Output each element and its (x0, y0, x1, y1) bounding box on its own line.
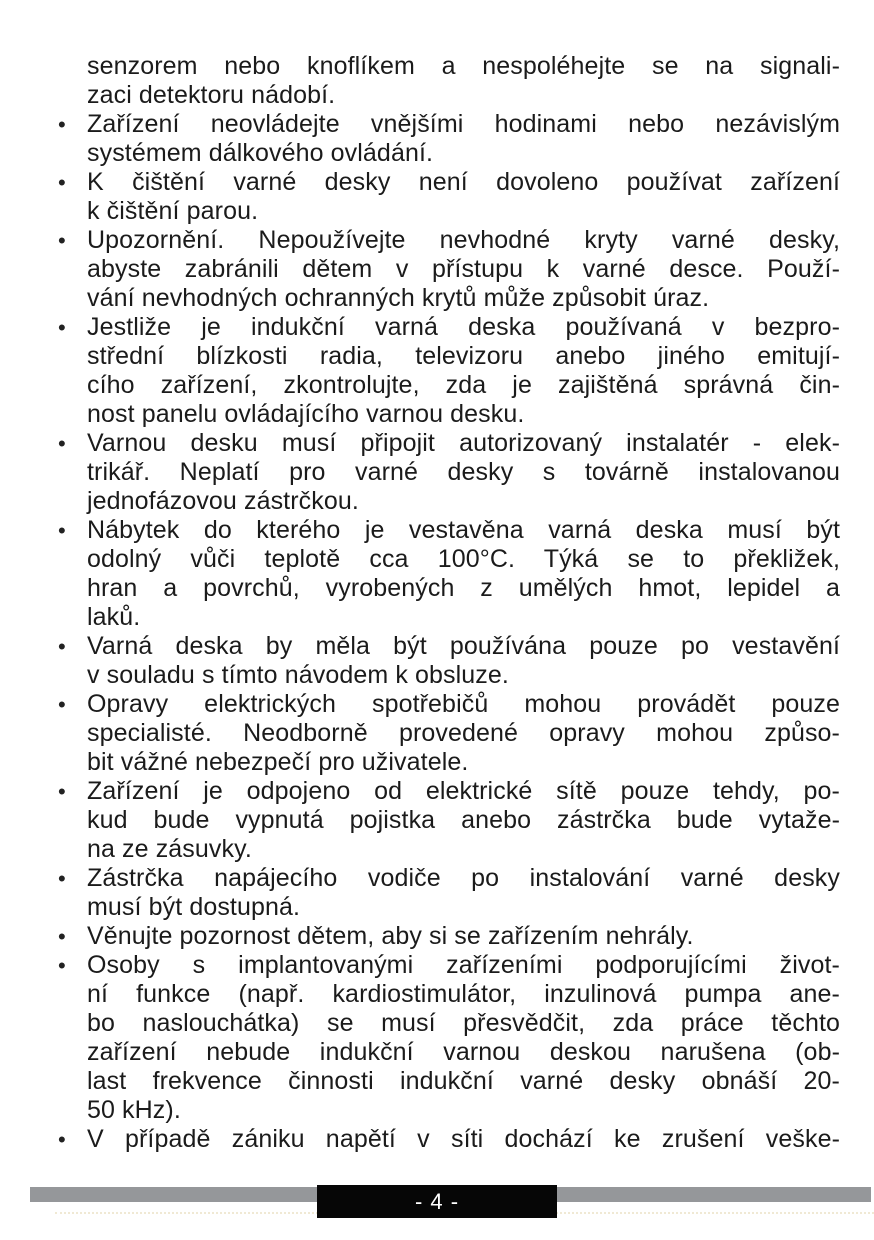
paragraph-lines (87, 690, 840, 777)
paragraph-lines (87, 864, 840, 922)
text-line: k čištění parou. (87, 197, 259, 225)
list-item (58, 951, 840, 1125)
text-line: Varnou desku musí připojit autorizovaný instalatér - elek- (87, 429, 840, 457)
paragraph-lines (87, 313, 840, 429)
text-line: Zařízení je odpojeno od elektrické sítě pouze tehdy, po- (87, 777, 840, 805)
paragraph-lines (87, 922, 840, 951)
bullet-icon: • (58, 1127, 66, 1152)
bullet-icon: • (58, 692, 66, 717)
text-line: last frekvence činnosti indukční varné desky obnáší 20- (87, 1067, 840, 1095)
text-line: V případě zániku napětí v síti dochází ke zrušení veške- (87, 1125, 840, 1153)
list-item (58, 690, 840, 777)
list-item (58, 226, 840, 313)
text-line: na ze zásuvky. (87, 835, 252, 863)
safety-instructions-list (58, 52, 840, 1154)
paragraph-lines (87, 777, 840, 864)
paragraph-lines (87, 632, 840, 690)
paragraph-lines (87, 168, 840, 226)
bullet-icon: • (58, 953, 66, 978)
text-line: laků. (87, 603, 141, 631)
bullet-icon: • (58, 228, 66, 253)
text-line: K čištění varné desky není dovoleno používat zařízení (87, 168, 840, 196)
text-line: Opravy elektrických spotřebičů mohou provádět pouze (87, 690, 840, 718)
paragraph-lines (87, 429, 840, 516)
list-item (58, 168, 840, 226)
text-line: abyste zabránili dětem v přístupu k varné desce. Použí- (87, 255, 840, 283)
bullet-icon: • (58, 112, 66, 137)
paragraph-lines (87, 1125, 840, 1154)
text-line: vání nevhodných ochranných krytů může způsobit úraz. (87, 284, 710, 312)
text-line: zaci detektoru nádobí. (87, 81, 336, 109)
paragraph-lines (87, 516, 840, 632)
list-item (58, 777, 840, 864)
text-line: Nábytek do kterého je vestavěna varná deska musí být (87, 516, 840, 544)
text-line: Zařízení neovládejte vnějšími hodinami nebo nezávislým (87, 110, 840, 138)
text-line: střední blízkosti radia, televizoru anebo jiného emitují- (87, 342, 840, 370)
text-line: Upozornění. Nepoužívejte nevhodné kryty varné desky, (87, 226, 840, 254)
text-line: hran a povrchů, vyrobených z umělých hmot, lepidel a (87, 574, 840, 602)
bullet-icon: • (58, 431, 66, 456)
list-item (58, 429, 840, 516)
bullet-icon: • (58, 315, 66, 340)
list-item (58, 922, 840, 951)
text-line: systémem dálkového ovládání. (87, 139, 434, 167)
list-item (58, 516, 840, 632)
text-line: nost panelu ovládajícího varnou desku. (87, 400, 525, 428)
bullet-icon: • (58, 518, 66, 543)
text-line: bit vážné nebezpečí pro uživatele. (87, 748, 469, 776)
page-number-badge (317, 1185, 557, 1218)
text-line: kud bude vypnutá pojistka anebo zástrčka bude vytaže- (87, 806, 840, 834)
bullet-icon: • (58, 170, 66, 195)
list-item (58, 313, 840, 429)
bullet-icon: • (58, 634, 66, 659)
list-item (58, 632, 840, 690)
text-line: bo naslouchátka) se musí přesvědčit, zda práce těchto (87, 1009, 840, 1037)
list-item (58, 52, 840, 110)
text-line: Osoby s implantovanými zařízeními podporujícími život- (87, 951, 840, 979)
paragraph-lines (87, 110, 840, 168)
text-line: 50 kHz). (87, 1096, 181, 1124)
text-line: odolný vůči teplotě cca 100°C. Týká se to překližek, (87, 545, 840, 573)
text-line: ní funkce (např. kardiostimulátor, inzulinová pumpa ane- (87, 980, 840, 1008)
list-item (58, 864, 840, 922)
text-line: jednofázovou zástrčkou. (87, 487, 359, 515)
text-line: trikář. Neplatí pro varné desky s továrně instalovanou (87, 458, 840, 486)
list-item (58, 1125, 840, 1154)
text-line: Zástrčka napájecího vodiče po instalování varné desky (87, 864, 840, 892)
text-line: Jestliže je indukční varná deska používaná v bezpro- (87, 313, 840, 341)
list-item (58, 110, 840, 168)
text-line: v souladu s tímto návodem k obsluze. (87, 661, 509, 689)
paragraph-lines (87, 951, 840, 1125)
page-number: - 4 - (414, 1188, 460, 1214)
text-line: Věnujte pozornost dětem, aby si se zařízením nehrály. (87, 922, 694, 950)
bullet-icon: • (58, 866, 66, 891)
paragraph-lines (87, 52, 840, 110)
text-line: zařízení nebude indukční varnou deskou narušena (ob- (87, 1038, 840, 1066)
text-line: cího zařízení, zkontrolujte, zda je zajištěná správná čin- (87, 371, 840, 399)
text-line: musí být dostupná. (87, 893, 301, 921)
bullet-icon: • (58, 924, 66, 949)
bullet-icon: • (58, 779, 66, 804)
text-line: Varná deska by měla být používána pouze po vestavění (87, 632, 840, 660)
paragraph-lines (87, 226, 840, 313)
text-line: specialisté. Neodborně provedené opravy mohou způso- (87, 719, 840, 747)
text-line: senzorem nebo knoflíkem a nespoléhejte se na signali- (87, 52, 840, 80)
